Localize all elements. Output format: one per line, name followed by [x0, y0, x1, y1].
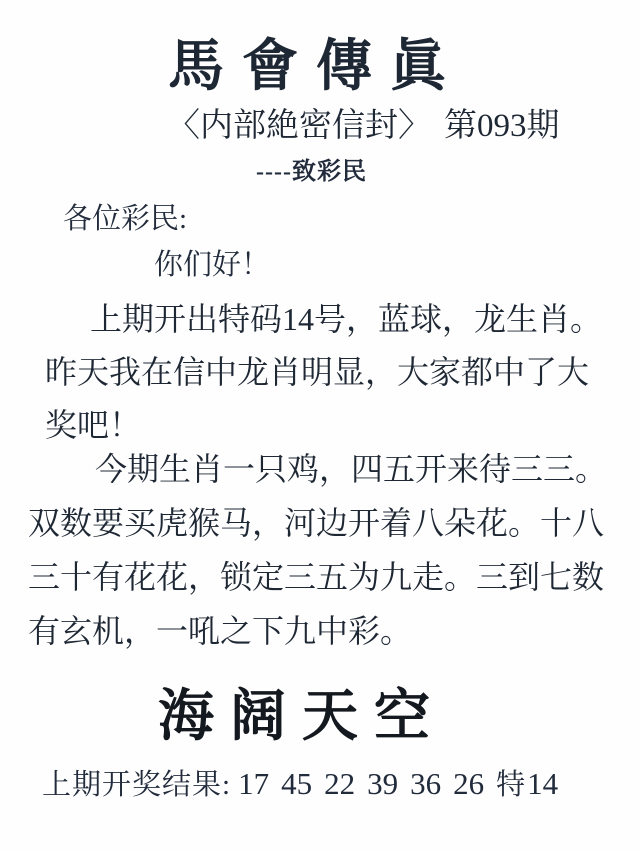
special-number: 14 — [527, 766, 559, 801]
envelope-label: 〈内部絶密信封〉 — [167, 108, 431, 144]
salutation: 各位彩民: — [63, 203, 188, 235]
draw-number-1: 17 — [238, 766, 270, 801]
issue-line — [167, 99, 560, 146]
letter-line-5: 双数要买虎猴马，河边开着八朵花。十八 — [28, 505, 605, 541]
letter-line-6: 三十有花花，锁定三五为九走。三到七数 — [28, 559, 605, 595]
letter-line-7: 有玄机，一吼之下九中彩。 — [28, 613, 413, 649]
letter-line-1: 上期开出特码14号，蓝球，龙生肖。 — [90, 301, 603, 337]
draw-number-3: 22 — [324, 766, 356, 801]
last-draw-result — [42, 762, 558, 803]
last-draw-label: 上期开奖结果: — [42, 769, 232, 801]
letter-line-3: 奖吧！ — [45, 407, 142, 443]
dedication-line: ----致彩民 — [256, 159, 367, 185]
draw-number-6: 26 — [453, 766, 485, 801]
slogan-text: 海阔天空 — [158, 686, 446, 748]
letter-line-4: 今期生肖一只鸡，四五开来待三三。 — [95, 451, 608, 487]
issue-number: 第093期 — [444, 108, 560, 144]
draw-number-4: 39 — [367, 766, 399, 801]
greeting: 你们好！ — [154, 249, 271, 281]
special-number-label: 特 — [496, 769, 526, 801]
letter-line-2: 昨天我在信中龙肖明显，大家都中了大 — [45, 354, 590, 390]
draw-number-2: 45 — [281, 766, 313, 801]
page-title: 馬會傳眞 — [168, 36, 464, 98]
draw-number-5: 36 — [410, 766, 442, 801]
